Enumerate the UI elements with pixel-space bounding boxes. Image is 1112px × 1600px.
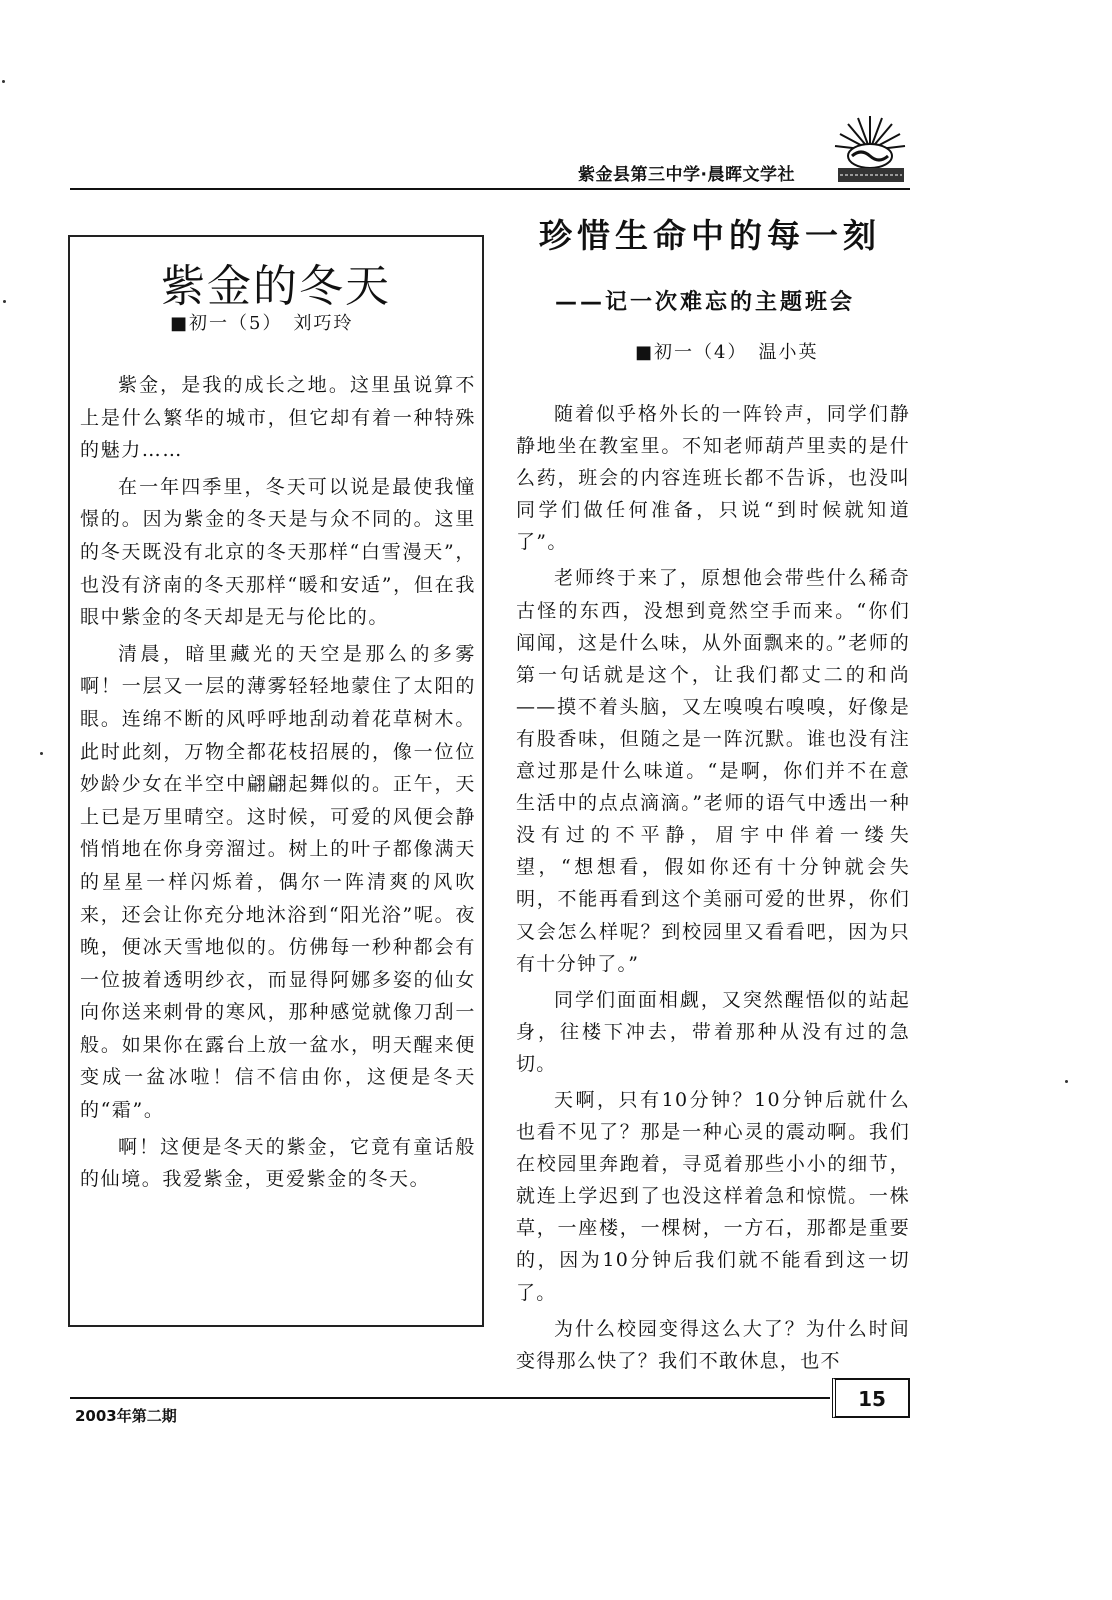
paragraph: 老师终于来了，原想他会带些什么稀奇古怪的东西，没想到竟然空手而来。“你们闻闻，这是什么味，从外面飘来的。”老师的第一句话就是这个，让我们都丈二的和尚——摸不着头脑，又左嗅嗅右嗅嗅，好像是有股香味，但随之是一阵沉默。谁也没有注意过那是什么味道。“是啊，你们并不在意生活中的点点滴滴。”老师的语气中透出一种没有过的不平静，眉宇中伴着一缕失望，“想想看，假如你还有十分钟就会失明，不能再看到这个美丽可爱的世界，你们又会怎么样呢？到校园里又看看吧，因为只有十分钟了。”: [516, 567, 910, 975]
scan-speck: [2, 80, 5, 83]
right-article-title: 珍惜生命中的每一刻: [539, 216, 881, 255]
left-article-box: [68, 235, 484, 1327]
paragraph: 紫金，是我的成长之地。这里虽说算不上是什么繁华的城市，但它却有着一种特殊的魅力……: [80, 374, 476, 462]
right-article-subtitle: ——记一次难忘的主题班会: [555, 290, 856, 315]
scan-speck: [40, 752, 43, 755]
page-number: 15: [858, 1387, 886, 1411]
scan-speck: [3, 300, 6, 303]
left-article-body: [80, 369, 476, 1200]
header-divider: [70, 188, 910, 190]
scan-speck: [1065, 1080, 1068, 1083]
left-article-title: 紫金的冬天: [161, 261, 391, 312]
paragraph: 同学们面面相觑，又突然醒悟似的站起身，往楼下冲去，带着那种从没有过的急切。: [516, 988, 910, 1075]
footer-divider: [70, 1397, 830, 1399]
paragraph: 在一年四季里，冬天可以说是最使我憧憬的。因为紫金的冬天是与众不同的。这里的冬天既没有北京的冬天那样“白雪漫天”，也没有济南的冬天那样“暖和安适”，但在我眼中紫金的冬天却是无与伦比的。: [80, 475, 476, 629]
issue-label: 2003年第二期: [75, 1407, 177, 1425]
paragraph: 为什么校园变得这么大了？为什么时间变得那么快了？我们不敢休息，也不: [516, 1317, 910, 1372]
right-article-body: [516, 398, 910, 1381]
paragraph: 清晨，暗里藏光的天空是那么的多雾啊！一层又一层的薄雾轻轻地蒙住了太阳的眼。连绵不断的风呼呼地刮动着花草树木。此时此刻，万物全都花枝招展的，像一位位妙龄少女在半空中翩翩起舞似的。正午，天上已是万里晴空。这时候，可爱的风便会静悄悄地在你身旁溜过。树上的叶子都像满天的星星一样闪烁着，偶尔一阵清爽的风吹来，还会让你充分地沐浴到“阳光浴”呢。夜晚，便冰天雪地似的。仿佛每一秒种都会有一位披着透明纱衣，而显得阿娜多姿的仙女向你送来刺骨的寒风，那种感觉就像刀刮一般。如果你在露台上放一盆水，明天醒来便变成一盆冰啦！信不信由你，这便是冬天的“霜”。: [80, 642, 476, 1122]
masthead: 紫金县第三中学·晨晖文学社: [578, 165, 795, 185]
left-article-byline: ■初一（5） 刘巧玲: [170, 313, 354, 334]
right-article-byline: ■初一（4） 温小英: [635, 342, 819, 363]
paragraph: 啊！这便是冬天的紫金，它竟有童话般的仙境。我爱紫金，更爱紫金的冬天。: [80, 1135, 476, 1191]
page-number-box: [832, 1378, 910, 1418]
paragraph: 天啊，只有10分钟？10分钟后就什么也看不见了？那是一种心灵的震动啊。我们在校园里奔跑着，寻觅着那些小小的细节，就连上学迟到了也没这样着急和惊慌。一株草，一座楼，一棵树，一方石，那都是重要的，因为10分钟后我们就不能看到这一切了。: [516, 1088, 910, 1304]
paragraph: 随着似乎格外长的一阵铃声，同学们静静地坐在教室里。不知老师葫芦里卖的是什么药，班会的内容连班长都不告诉，也没叫同学们做任何准备，只说“到时候就知道了”。: [516, 403, 910, 554]
sunburst-logo-icon: [830, 110, 910, 190]
